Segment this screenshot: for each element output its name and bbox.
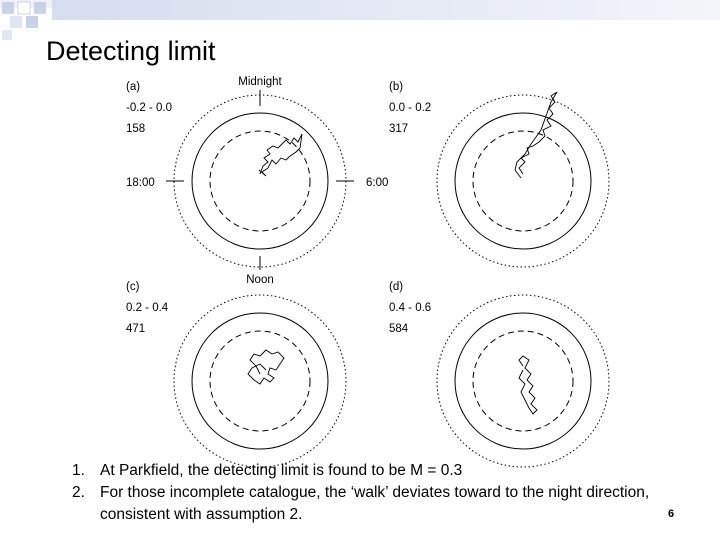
panel-d [389,281,609,467]
note-text: For those incomplete catalogue, the ‘walk’ deviates toward to the night direction, consistent with assumption 2. [100,484,650,523]
notes-list [72,460,652,526]
header-decoration [0,0,720,40]
panel-d-letter: (d) [389,281,404,293]
panel-a-count: 158 [126,123,146,135]
slide-title: Detecting limit [46,36,216,66]
note-text: At Parkfield, the detecting limit is found to be M = 0.3 [100,462,463,479]
note-item [72,482,652,526]
clock-walk-figure [110,74,610,469]
panel-c-letter: (c) [126,281,140,293]
panel-b [389,81,609,267]
page-number: 6 [668,508,675,520]
panel-b-letter: (b) [389,81,404,93]
panel-c [126,274,346,467]
walk-trace-a [259,134,302,176]
note-item [72,460,652,482]
panel-c-count: 471 [126,323,146,335]
panel-b-range: 0.0 - 0.2 [389,102,432,114]
note-number: 2. [72,484,85,501]
clock-label-1800: 18:00 [126,177,155,189]
panel-a-range: -0.2 - 0.0 [126,102,173,114]
panel-c-range: 0.2 - 0.4 [126,302,169,314]
panel-d-count: 584 [389,323,409,335]
walk-trace-b [515,92,557,178]
walk-trace-c [248,350,284,384]
note-number: 1. [72,462,85,479]
panel-a-letter: (a) [126,81,141,93]
panel-a [126,76,388,270]
panel-b-count: 317 [389,123,409,135]
clock-label-600: 6:00 [366,177,389,189]
clock-label-noon: Noon [246,274,274,286]
walk-trace-d [519,356,537,414]
panel-d-range: 0.4 - 0.6 [389,302,432,314]
clock-label-midnight: Midnight [238,76,282,88]
